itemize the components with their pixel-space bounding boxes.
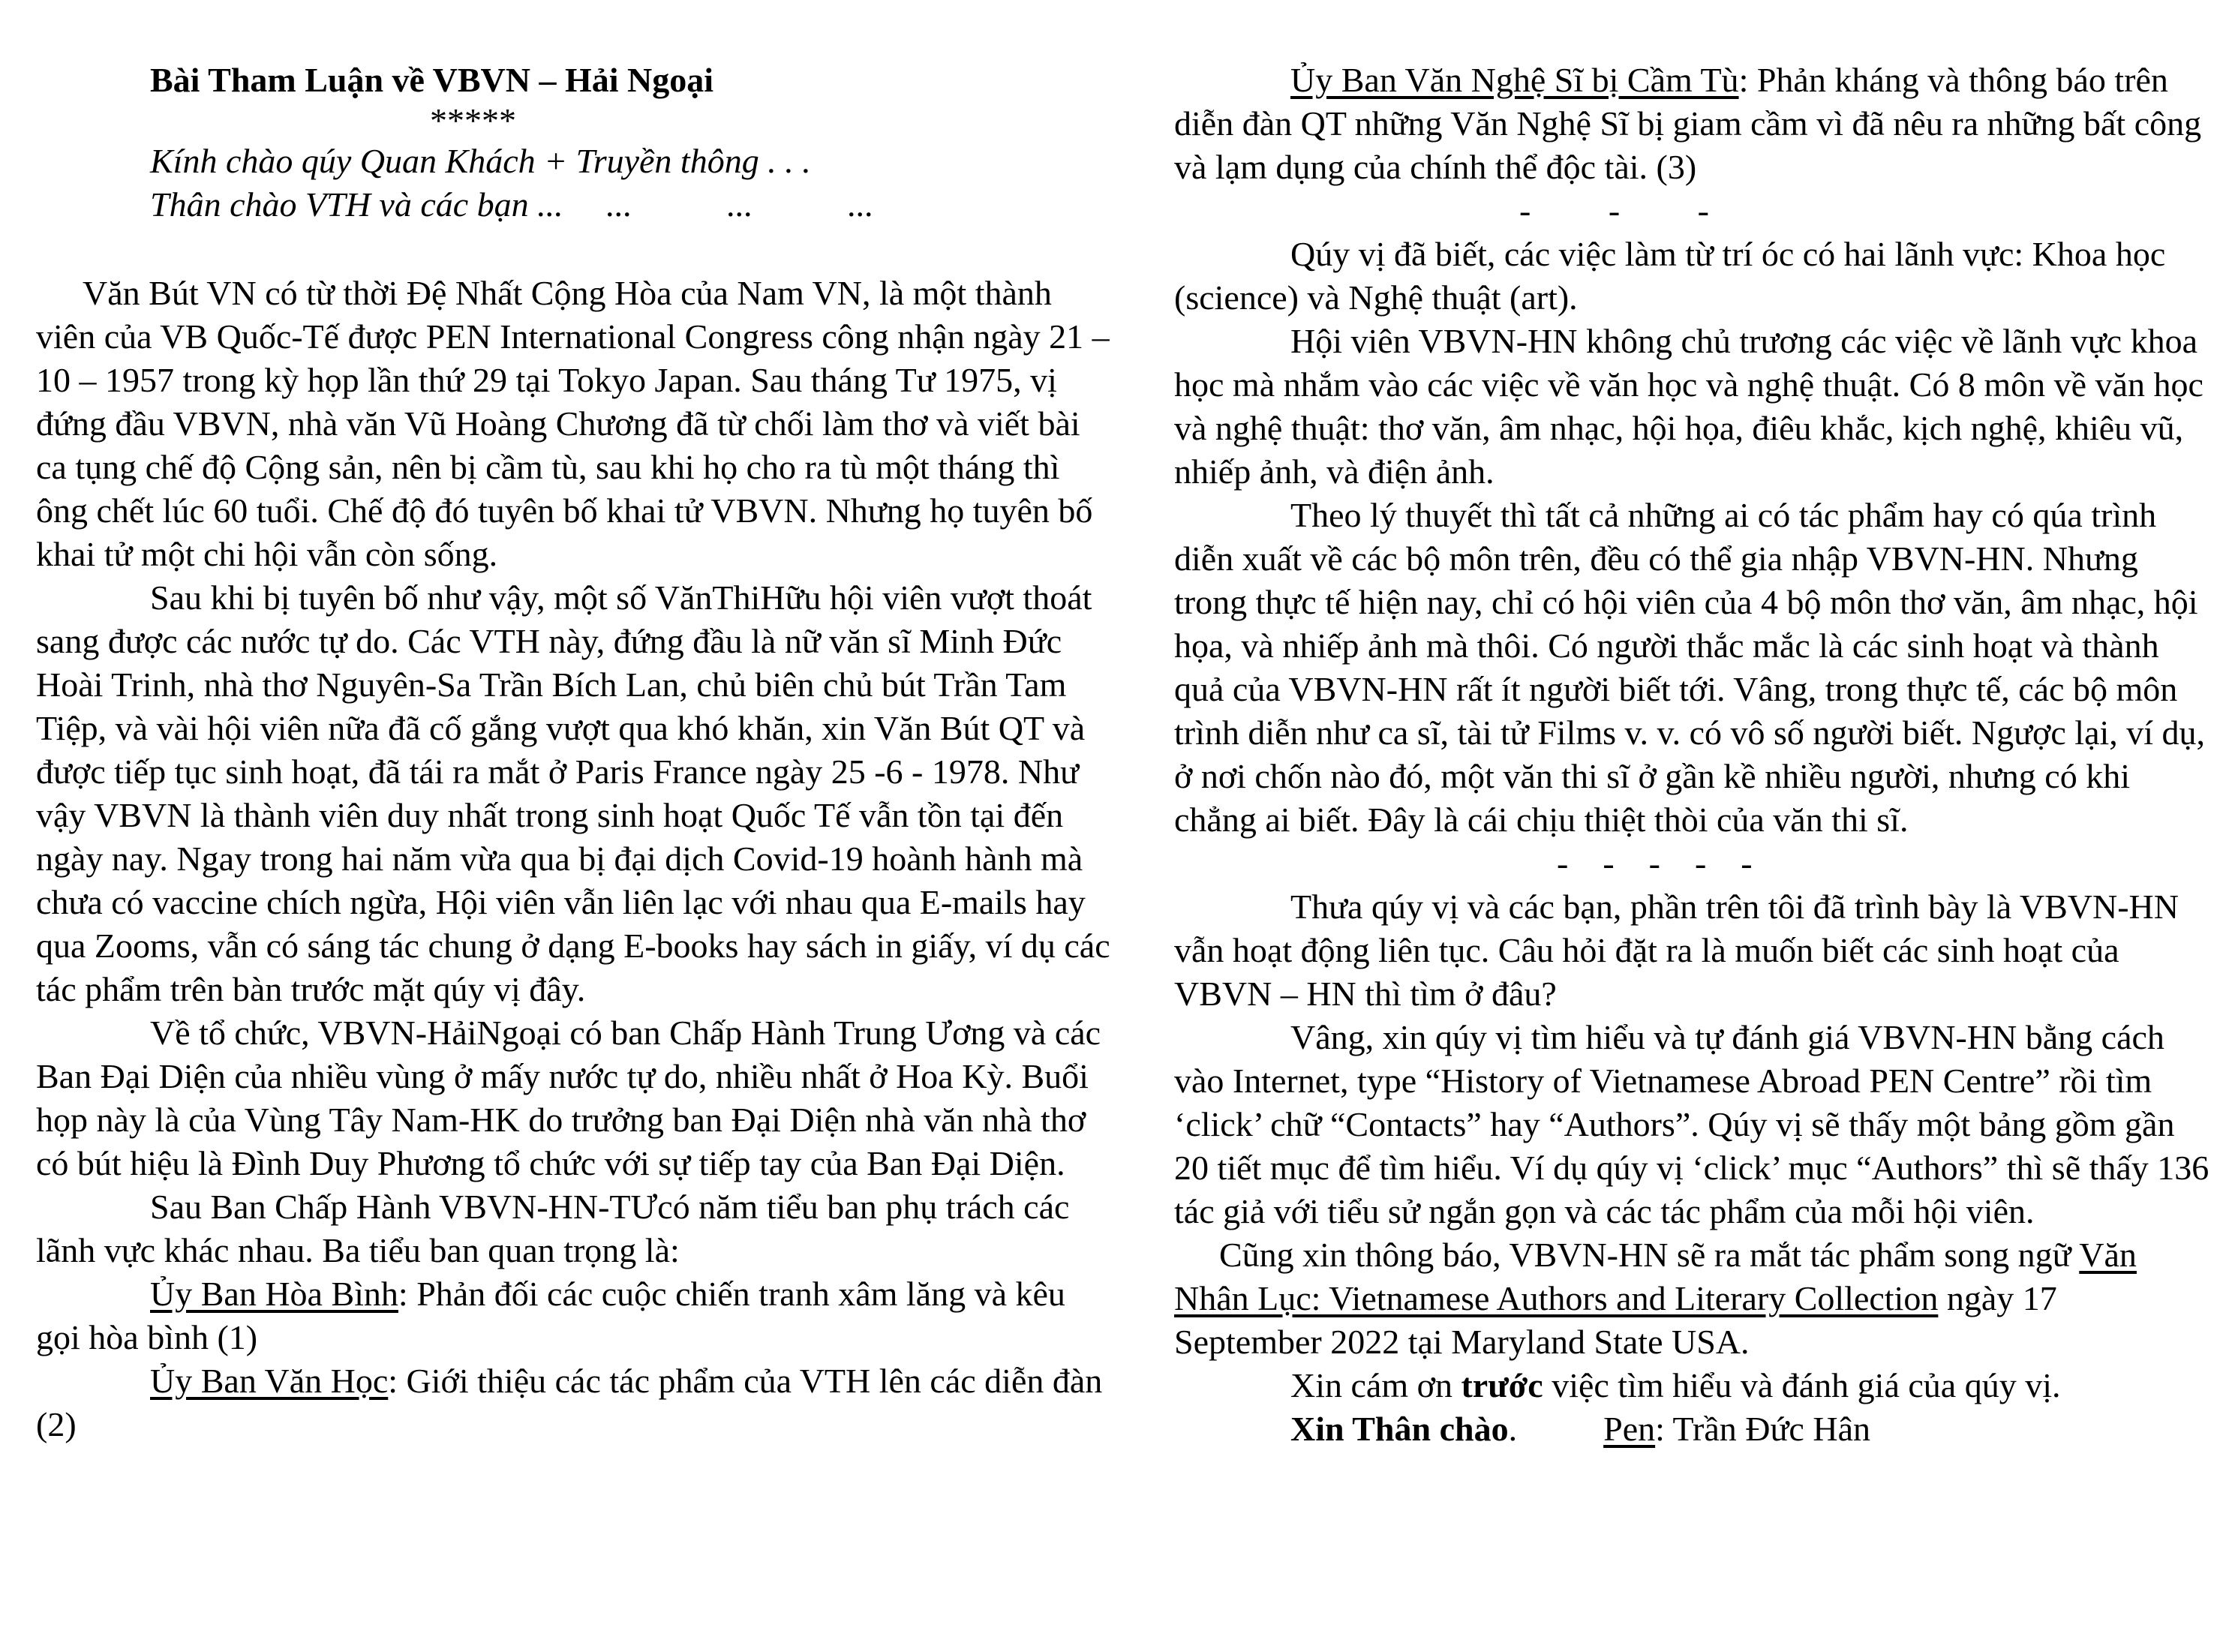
paragraph-organization: Về tổ chức, VBVN-HảiNgoại có ban Chấp Hành Trung Ương và các Ban Đại Diện của nhiều vùng ở mấy nước tự do, nhiều nhất ở Hoa Kỳ. Buổi họp này là của Vùng Tây Nam-HK do trưởng ban Đại Diện nhà văn nhà thơ có bút hiệu là Đình Duy Phương tổ chức với sự tiếp tay của Ban Đại Diện. bbox=[36, 1014, 1101, 1182]
subcommittee-peace bbox=[36, 1272, 1116, 1359]
paragraph-history: Văn Bút VN có từ thời Đệ Nhất Cộng Hòa của Nam VN, là một thành viên của VB Quốc-Tế được PEN International Congress công nhận ngày 21 – 10 – 1957 trong kỳ họp lần thứ 29 tại Tokyo Japan. Sau tháng Tư 1975, vị đứng đầu VBVN, nhà văn Vũ Hoàng Chương đã từ chối làm thơ và viết bài ca tụng chế độ Cộng sản, nên bị cầm tù, sau khi họ cho ra tù một tháng thì ông chết lúc 60 tuổi. Chế độ đó tuyên bố khai tử VBVN. Nhưng họ tuyên bố khai tử một chi hội vẫn còn sống. bbox=[36, 274, 1110, 573]
thanks-end: việc tìm hiểu và đánh giá của qúy vị. bbox=[1543, 1366, 2061, 1404]
book-title: Văn Nhân Lục: Vietnamese Authors and Literary Collection bbox=[1174, 1236, 2137, 1317]
announcement-start: Cũng xin thông báo, VBVN-HN sẽ ra mắt tác phẩm song ngữ bbox=[1219, 1236, 2080, 1274]
subcommittee-imprisoned bbox=[1174, 59, 2209, 189]
section-divider-2: - - - - - bbox=[1557, 844, 1753, 882]
paragraph-exile: Sau khi bị tuyên bố như vậy, một số VănThiHữu hội viên vượt thoát sang được các nước tự do. Các VTH này, đứng đầu là nữ văn sĩ Minh Đức Hoài Trinh, nhà thơ Nguyên-Sa Trần Bích Lan, chủ biên chủ bút Trần Tam Tiệp, và vài hội viên nữa đã cố gắng vượt qua khó khăn, xin Văn Bút QT và được tiếp tục sinh hoạt, đã tái ra mắt ở Paris France ngày 25 -6 - 1978. Như vậy VBVN là thành viên duy nhất trong sinh hoạt Quốc Tế vẫn tồn tại đến ngày nay. Ngay trong hai năm vừa qua bị đại dịch Covid-19 hoành hành mà chưa có vaccine chích ngừa, Hội viên vẫn liên lạc với nhau qua E-mails hay qua Zooms, vẫn có sáng tác chung ở dạng E-books hay sách in giấy, ví dụ các tác phẩm trên bàn trước mặt qúy vị đây. bbox=[36, 578, 1110, 1008]
right-column bbox=[1174, 59, 2209, 1451]
left-column bbox=[36, 59, 1116, 1446]
announcement-end: ngày 17 September 2022 tại Maryland State USA. bbox=[1174, 1279, 2057, 1361]
title-separator: ***** bbox=[430, 101, 516, 140]
thanks-start: Xin cám ơn bbox=[1290, 1366, 1461, 1404]
paragraph-internet: Vâng, xin qúy vị tìm hiểu và tự đánh giá VBVN-HN bằng cách vào Internet, type “History of Vietnamese Abroad PEN Centre” rồi tìm ‘click’ chữ “Contacts” hay “Authors”. Qúy vị sẽ thấy một bảng gồm gần 20 tiết mục để tìm hiểu. Ví dụ qúy vị ‘click’ mục “Authors” thì sẽ thấy 136 tác giả với tiểu sử ngắn gọn và các tác phẩm của mỗi hội viên. bbox=[1174, 1018, 2209, 1230]
paragraph-announcement bbox=[1174, 1233, 2209, 1364]
subcommittee-literature bbox=[36, 1359, 1116, 1446]
closing-line bbox=[1174, 1407, 2209, 1451]
paragraph-disciplines: Hội viên VBVN-HN không chủ trương các việc về lãnh vực khoa học mà nhắm vào các việc về văn học và nghệ thuật. Có 8 môn về văn học và nghệ thuật: thơ văn, âm nhạc, hội họa, điêu khắc, kịch nghệ, khiêu vũ, nhiếp ảnh, và điện ảnh. bbox=[1174, 322, 2203, 491]
paragraph-fields: Qúy vị đã biết, các việc làm từ trí óc có hai lãnh vực: Khoa học (science) và Nghệ thuật (art). bbox=[1174, 235, 2166, 317]
author-name: : Trần Đức Hân bbox=[1655, 1410, 1870, 1448]
section-divider-1: - - - bbox=[1519, 191, 1709, 230]
subcommittee-literature-label: Ủy Ban Văn Học bbox=[150, 1362, 389, 1400]
greeting-line-2: Thân chào VTH và các bạn ... ... ... ... bbox=[150, 185, 874, 224]
document-title: Bài Tham Luận về VBVN – Hải Ngoại bbox=[150, 61, 714, 99]
paragraph-question: Thưa qúy vị và các bạn, phần trên tôi đã trình bày là VBVN-HN vẫn hoạt động liên tục. Câu hỏi đặt ra là muốn biết các sinh hoạt của VBVN – HN thì tìm ở đâu? bbox=[1174, 888, 2179, 1013]
subcommittee-imprisoned-label: Ủy Ban Văn Nghệ Sĩ bị Cầm Tù bbox=[1290, 61, 1739, 99]
closing-punct: . bbox=[1508, 1410, 1604, 1448]
greeting-line-1: Kính chào qúy Quan Khách + Truyền thông . . . bbox=[150, 142, 811, 180]
subcommittee-literature-text: : Giới thiệu các tác phẩm của VTH lên các diễn đàn (2) bbox=[36, 1362, 1103, 1443]
subcommittee-peace-label: Ủy Ban Hòa Bình bbox=[150, 1275, 398, 1313]
paragraph-subcommittees: Sau Ban Chấp Hành VBVN-HN-TƯcó năm tiểu ban phụ trách các lãnh vực khác nhau. Ba tiểu ban quan trọng là: bbox=[36, 1188, 1070, 1269]
subcommittee-imprisoned-text: : Phản kháng và thông báo trên diễn đàn QT những Văn Nghệ Sĩ bị giam cầm vì đã nêu ra những bất công và lạm dụng của chính thể độc tài. (3) bbox=[1174, 61, 2202, 186]
pen-label: Pen bbox=[1603, 1410, 1656, 1448]
paragraph-membership: Theo lý thuyết thì tất cả những ai có tác phẩm hay có qúa trình diễn xuất về các bộ môn trên, đều có thể gia nhập VBVN-HN. Nhưng trong thực tế hiện nay, chỉ có hội viên của 4 bộ môn thơ văn, âm nhạc, hội họa, và nhiếp ảnh mà thôi. Có người thắc mắc là các sinh hoạt và thành quả của VBVN-HN rất ít người biết tới. Vâng, trong thực tế, các bộ môn trình diễn như ca sĩ, tài tử Films v. v. có vô số người biết. Ngược lại, ví dụ, ở nơi chốn nào đó, một văn thi sĩ ở gần kề nhiều người, nhưng có khi chẳng ai biết. Đây là cái chịu thiệt thòi của văn thi sĩ. bbox=[1174, 496, 2206, 839]
subcommittee-peace-text: : Phản đối các cuộc chiến tranh xâm lăng và kêu gọi hòa bình (1) bbox=[36, 1275, 1065, 1356]
closing-greeting: Xin Thân chào bbox=[1290, 1410, 1509, 1448]
thanks-line bbox=[1174, 1364, 2209, 1407]
thanks-bold: trước bbox=[1461, 1366, 1543, 1404]
